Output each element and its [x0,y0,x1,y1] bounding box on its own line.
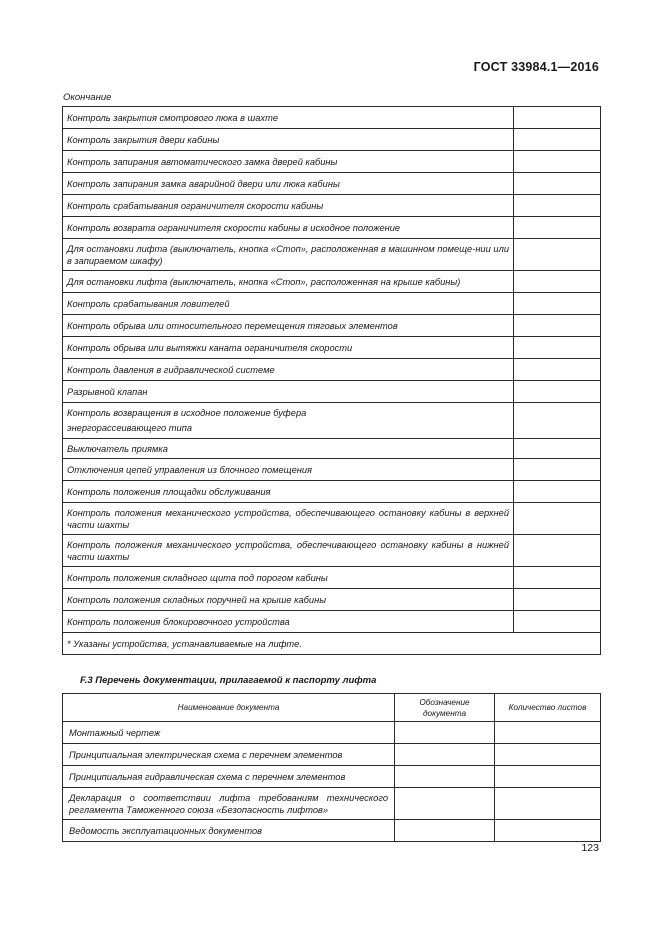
checklist-item: Контроль положения механического устройства, обеспечивающего остановку кабины в верхней части шахты [63,503,514,535]
table-row [63,403,601,439]
document-name: Принципиальная гидравлическая схема с перечнем элементов [63,766,395,788]
checklist-item: Контроль запирания автоматического замка дверей кабины [63,151,514,173]
table-row [63,766,601,788]
table-row [63,173,601,195]
page-number: 123 [581,842,599,854]
table-row [63,722,601,744]
checklist-mark-cell [514,359,601,381]
table-row [63,503,601,535]
checklist-item: Контроль обрыва или относительного перемещения тяговых элементов [63,315,514,337]
table-row [63,315,601,337]
checklist-item: Для остановки лифта (выключатель, кнопка «Стоп», расположенная в машинном помеще-нии или в запираемом шкафу) [63,239,514,271]
document-designation-cell [395,766,495,788]
table-row [63,611,601,633]
document-sheets-cell [495,766,601,788]
table-row [63,381,601,403]
checklist-mark-cell [514,315,601,337]
checklist-mark-cell [514,611,601,633]
column-header-sheets: Количество листов [495,694,601,722]
checklist-item: Контроль срабатывания ловителей [63,293,514,315]
checklist-mark-cell [514,195,601,217]
document-designation-cell [395,820,495,842]
checklist-mark-cell [514,535,601,567]
checklist-mark-cell [514,173,601,195]
table-header-row [63,694,601,722]
footnote-row [63,633,601,655]
table-row [63,535,601,567]
checklist-item: Контроль положения складных поручней на крыше кабины [63,589,514,611]
column-header-name: Наименование документа [63,694,395,722]
checklist-mark-cell [514,381,601,403]
checklist-item-line: энергорассеивающего типа [67,422,192,433]
checklist-table [62,106,601,655]
checklist-item: Отключения цепей управления из блочного помещения [63,459,514,481]
checklist-mark-cell [514,567,601,589]
checklist-mark-cell [514,403,601,439]
document-sheets-cell [495,788,601,820]
checklist-mark-cell [514,503,601,535]
checklist-item: Контроль закрытия смотрового люка в шахте [63,107,514,129]
table-row [63,439,601,459]
checklist-item: Контроль положения механического устройства, обеспечивающего остановку кабины в нижней части шахты [63,535,514,567]
checklist-item-line: Контроль возвращения в исходное положение буфера [67,407,307,418]
table-row [63,239,601,271]
column-header-designation: Обозначение документа [395,694,495,722]
checklist-item [63,403,514,439]
table-row [63,151,601,173]
checklist-item: Контроль положения складного щита под порогом кабины [63,567,514,589]
checklist-item: Контроль положения блокировочного устройства [63,611,514,633]
document-code: ГОСТ 33984.1—2016 [473,60,599,74]
table-row [63,459,601,481]
checklist-item: Контроль обрыва или вытяжки каната ограничителя скорости [63,337,514,359]
table-row [63,195,601,217]
document-name: Ведомость эксплуатационных документов [63,820,395,842]
table-row [63,107,601,129]
table-row [63,293,601,315]
checklist-item: Выключатель приямка [63,439,514,459]
document-designation-cell [395,788,495,820]
checklist-mark-cell [514,107,601,129]
checklist-item: Контроль срабатывания ограничителя скорости кабины [63,195,514,217]
table-row [63,788,601,820]
checklist-mark-cell [514,151,601,173]
table-row [63,271,601,293]
checklist-mark-cell [514,293,601,315]
section-title: F.3 Перечень документации, прилагаемой к паспорту лифта [80,675,377,686]
checklist-mark-cell [514,239,601,271]
table-row [63,359,601,381]
documentation-table [62,693,601,842]
table-row [63,567,601,589]
document-name: Принципиальная электрическая схема с перечнем элементов [63,744,395,766]
checklist-item: Для остановки лифта (выключатель, кнопка «Стоп», расположенная на крыше кабины) [63,271,514,293]
checklist-mark-cell [514,459,601,481]
document-name: Декларация о соответствии лифта требованиям технического регламента Таможенного союза «Безопасность лифтов» [63,788,395,820]
footnote: * Указаны устройства, устанавливаемые на лифте. [63,633,601,655]
checklist-item: Контроль закрытия двери кабины [63,129,514,151]
checklist-mark-cell [514,129,601,151]
table-row [63,129,601,151]
checklist-item: Контроль возврата ограничителя скорости кабины в исходное положение [63,217,514,239]
table-row [63,820,601,842]
document-designation-cell [395,744,495,766]
table-row [63,481,601,503]
checklist-item: Разрывной клапан [63,381,514,403]
document-designation-cell [395,722,495,744]
checklist-item: Контроль положения площадки обслуживания [63,481,514,503]
document-sheets-cell [495,722,601,744]
checklist-mark-cell [514,439,601,459]
table-row [63,744,601,766]
table-row [63,337,601,359]
table-row [63,589,601,611]
document-sheets-cell [495,820,601,842]
checklist-mark-cell [514,481,601,503]
checklist-mark-cell [514,271,601,293]
checklist-mark-cell [514,589,601,611]
document-name: Монтажный чертеж [63,722,395,744]
document-sheets-cell [495,744,601,766]
checklist-mark-cell [514,337,601,359]
continuation-label: Окончание [63,92,112,103]
checklist-item: Контроль запирания замка аварийной двери или люка кабины [63,173,514,195]
checklist-item: Контроль давления в гидравлической системе [63,359,514,381]
table-row [63,217,601,239]
checklist-mark-cell [514,217,601,239]
